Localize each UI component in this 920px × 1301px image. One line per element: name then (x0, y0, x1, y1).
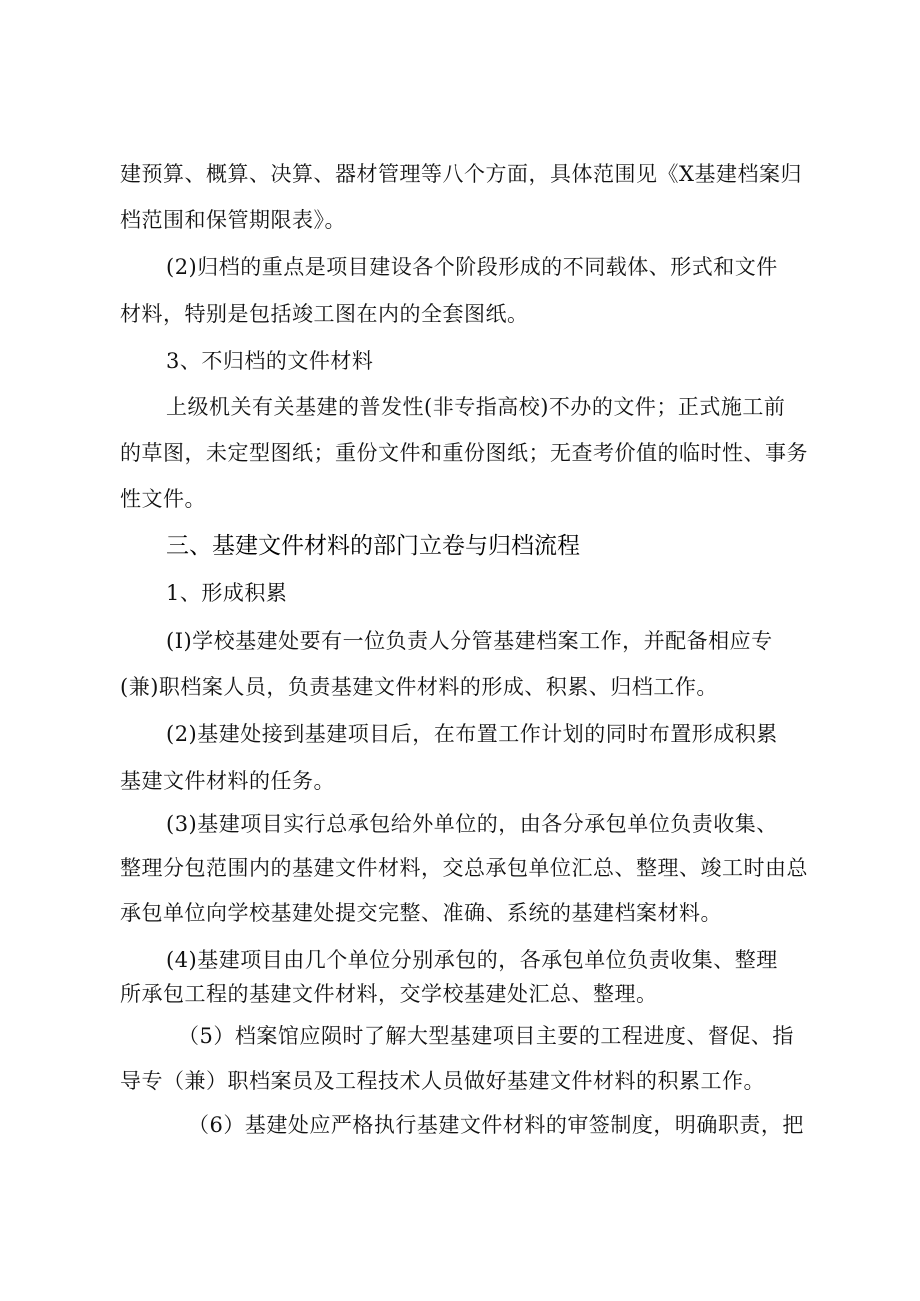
text-line: 性文件。 (120, 487, 206, 511)
text-line: （5）档案馆应陨时了解大型基建项目主要的工程进度、督促、指 (178, 1024, 794, 1048)
text-line: (I)学校基建处要有一位负责人分管基建档案工作，并配备相应专 (166, 629, 773, 653)
text-line: 承包单位向学校基建处提交完整、准确、系统的基建档案材料。 (120, 901, 722, 925)
text-line: (3)基建项目实行总承包给外单位的，由各分承包单位负责收集、 (166, 812, 778, 836)
text-line: （6）基建处应严格执行基建文件材料的审签制度，明确职责，把 (188, 1113, 804, 1137)
text-line: 导专（兼）职档案员及工程技术人员做好基建文件材料的积累工作。 (120, 1069, 765, 1093)
text-line: 材料，特别是包括竣工图在内的全套图纸。 (120, 302, 529, 326)
text-line: (2)基建处接到基建项目后，在布置工作计划的同时布置形成积累 (166, 722, 778, 746)
text-line: 建预算、概算、决算、器材管理等八个方面，具体范围见《X基建档案归 (120, 162, 802, 186)
subsection-heading: 3、不归档的文件材料 (166, 349, 374, 373)
subsection-heading: 1、形成积累 (166, 581, 288, 605)
text-line: 上级机关有关基建的普发性(非专指高校)不办的文件；正式施工前 (166, 395, 786, 419)
text-line: (4)基建项目由几个单位分别承包的，各承包单位负责收集、整理 (166, 948, 778, 972)
text-line: 所承包工程的基建文件材料，交学校基建处汇总、整理。 (120, 982, 658, 1006)
text-line: 整理分包范围内的基建文件材料，交总承包单位汇总、整理、竣工时由总 (120, 856, 808, 880)
text-line: (2)归档的重点是项目建设各个阶段形成的不同载体、形式和文件 (166, 255, 778, 279)
section-heading: 三、基建文件材料的部门立卷与归档流程 (166, 533, 580, 559)
text-line: 档范围和保管期限表》。 (120, 208, 346, 232)
text-line: 的草图，未定型图纸；重份文件和重份图纸；无查考价值的临时性、事务 (120, 441, 808, 465)
text-line: 基建文件材料的任务。 (120, 769, 335, 793)
text-line: (兼)职档案人员，负责基建文件材料的形成、积累、归档工作。 (120, 675, 718, 699)
